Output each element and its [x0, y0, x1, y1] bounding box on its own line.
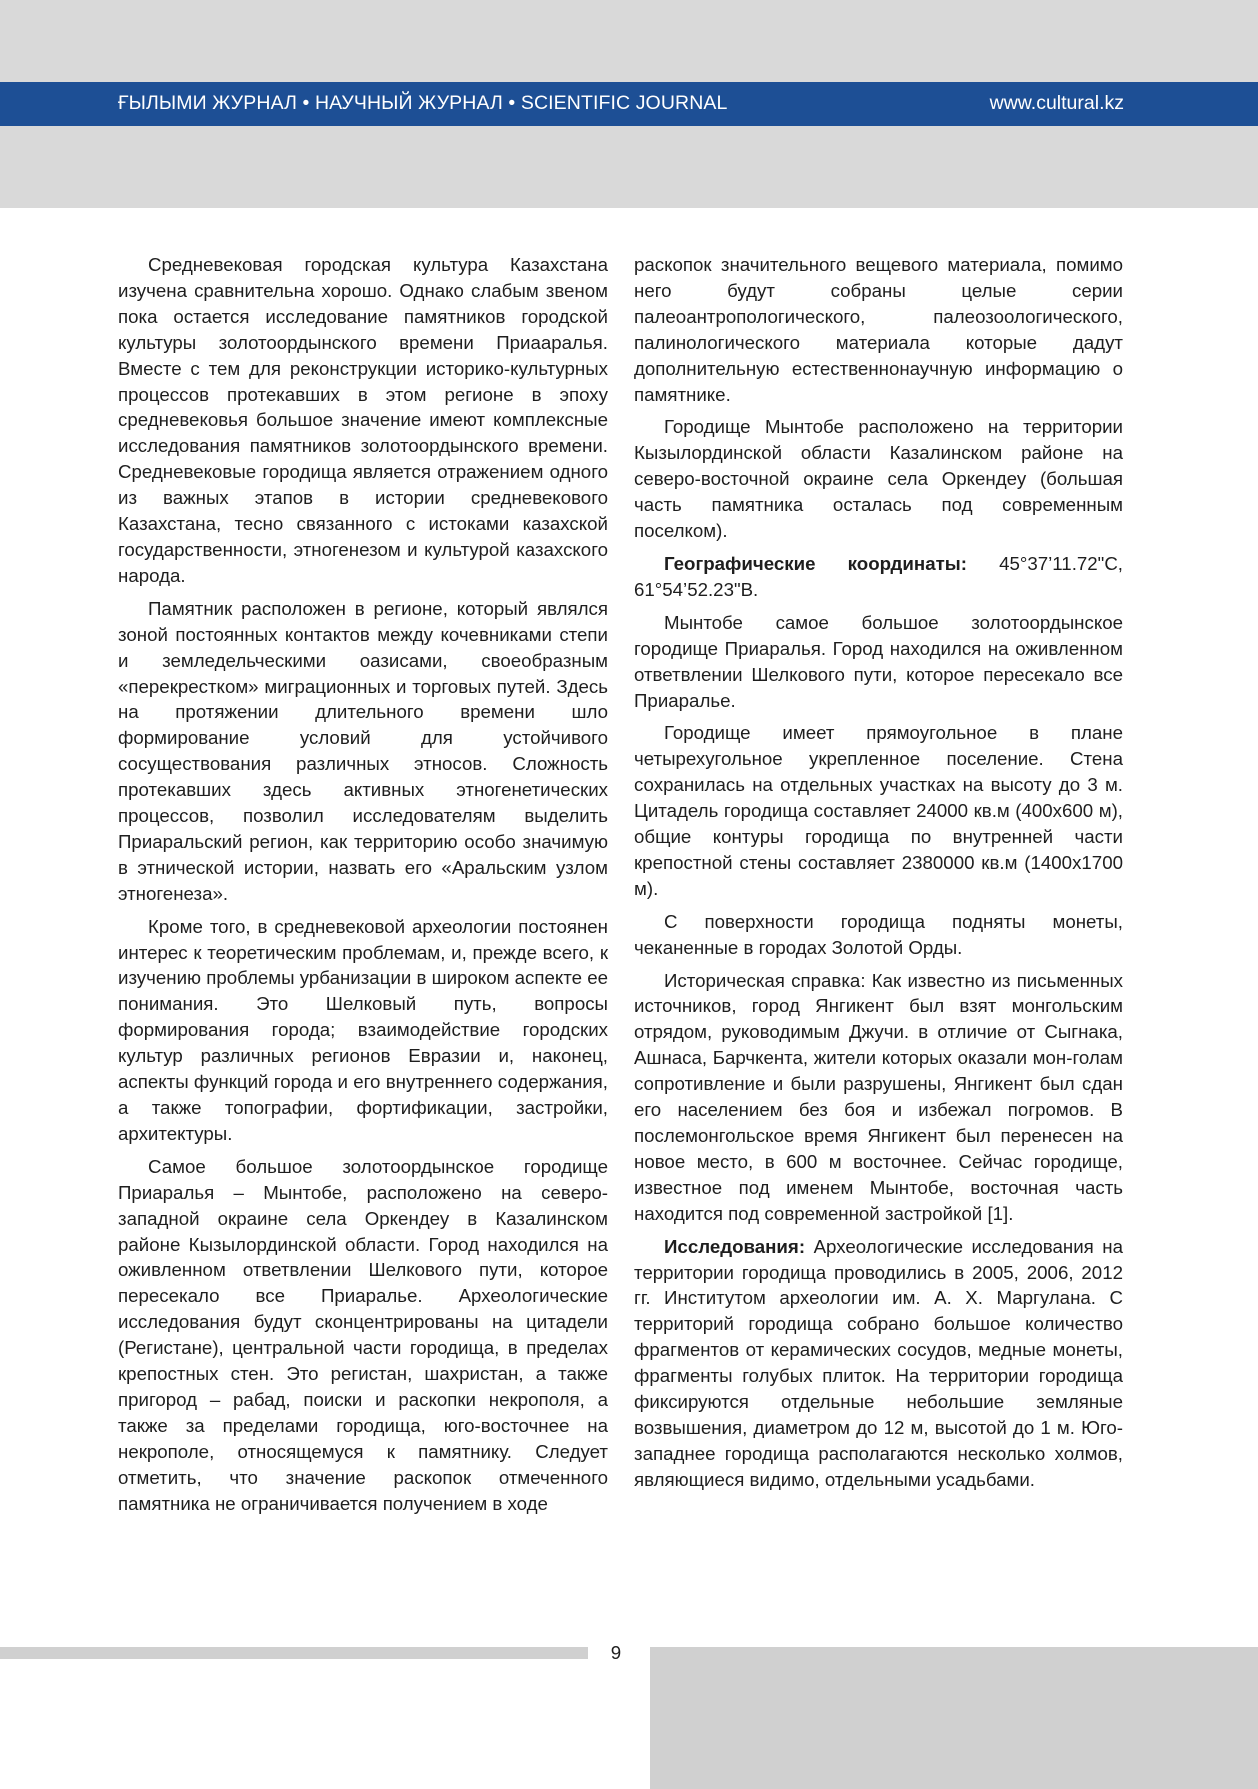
research-text: Археологические исследования на территории городища проводились в 2005, 2006, 2012 гг. Институтом археологии им. А. Х. Маргулана. С территорий городища собрано большое количество фрагментов от керамических сосудов, медные монеты, фрагменты голубых плиток. На территории городища фиксируются отдельные небольшие земляные возвышения, диаметром до 12 м, высотой до 1 м. Юго-западнее городища располагаются несколько холмов, являющиеся видимо, отдельными усадьбами. [634, 1235, 1123, 1490]
footer-grey-block-right [650, 1647, 1258, 1789]
research-label: Исследования: [664, 1235, 806, 1257]
journal-titles: ҒЫЛЫМИ ЖУРНАЛ • НАУЧНЫЙ ЖУРНАЛ • SCIENTIFIC JOURNAL [118, 92, 728, 114]
top-grey-band [0, 0, 1258, 82]
research-paragraph [634, 1234, 1123, 1493]
paragraph: Памятник расположен в регионе, который являлся зоной постоянных контактов между кочевниками степи и земледельческими оазисами, своеобразным «перекрестком» миграционных и торговых путей. Здесь на протяжении длительного времени шло формирование условий для устойчивого сосуществования различных этносов. Сложность протекавших здесь активных этногенетических процессов, позволил исследователям выделить Приаральский регион, как территорию особо значимую в этнической истории, назвать его «Аральским узлом этногенеза». [118, 597, 608, 904]
left-column [118, 252, 608, 1524]
coordinates-paragraph [634, 551, 1123, 603]
journal-website: www.cultural.kz [989, 92, 1124, 114]
paragraph: Самое большое золотоордынское городище Приаралья – Мынтобе, расположено на северо-западной окраине села Оркендеу в Казалинском районе Кызылординской области. Город находился на оживленном ответвлении Шелкового пути, которое пересекало все Приаралье. Археологические исследования будут сконцентрированы на цитадели (Регистане), центральной части городища, в пределах крепостных стен. Это регистан, шахристан, а также пригород – рабад, поиски и раскопки некрополя, а также за пределами городища, юго-восточнее на некрополе, относящемуся к памятнику. Следует отметить, что значение раскопок отмеченного памятника не ограничивается получением в ходе [118, 1155, 608, 1514]
paragraph: Мынтобе самое большое золотоордынское городище Приаралья. Город находился на оживленном ответвлении Шелкового пути, которое пересекало все Приаралье. [634, 611, 1123, 711]
paragraph: Городище имеет прямоугольное в плане четырехугольное укрепленное поселение. Стена сохранилась на отдельных участках на высоту до 3 м. Цитадель городища составляет 24000 кв.м (400х600 м), общие контуры городища по внутренней части крепостной стены составляет 2380000 кв.м (1400х1700 м). [634, 722, 1123, 899]
coordinates-label: Географические координаты: [664, 552, 967, 574]
right-column [634, 252, 1123, 1500]
journal-header-banner [0, 82, 1258, 126]
page-number: 9 [610, 1642, 622, 1663]
footer-grey-bar-left [0, 1647, 588, 1659]
paragraph: Средневековая городская культура Казахстана изучена сравнительна хорошо. Однако слабым звеном пока остается исследование памятников городской культуры золотоордынского времени Приааралья. Вместе с тем для реконструкции историко-культурных процессов протекавших в этом регионе в эпоху средневековья большое значение имеют комплексные исследования памятников золотоордынского времени. Средневековые городища является отражением одного из важных этапов в истории средневекового Казахстана, тесно связанного с истоками казахской государственности, этногенезом и культурой казахского народа. [118, 254, 608, 586]
paragraph: Кроме того, в средневековой археологии постоянен интерес к теоретическим проблемам, и, прежде всего, к изучению проблемы урбанизации в широком аспекте ее понимания. Это Шелковый путь, вопросы формирования города; взаимодействие городских культур различных регионов Евразии и, наконец, аспекты функций города и его внутреннего содержания, а также топографии, фортификации, застройки, архитектуры. [118, 915, 608, 1144]
header-grey-band [0, 126, 1258, 208]
paragraph: С поверхности городища подняты монеты, чеканенные в городах Золотой Орды. [634, 910, 1123, 958]
coordinates-value: 45°37’11.72"С, 61°54’52.23"В. [634, 552, 1124, 600]
paragraph: Городище Мынтобе расположено на территории Кызылординской области Казалинском районе на северо-восточной окраине села Оркендеу (большая часть памятника осталась под современным поселком). [634, 416, 1123, 542]
paragraph: Историческая справка: Как известно из письменных источников, город Янгикент был взят монгольским отрядом, руководимым Джучи. в отличие от Сыгнака, Ашнаса, Барчкента, жители которых оказали мон-голам сопротивление и были разрушены, Янгикент был сдан его населением без боя и избежал погромов. В послемонгольское время Янгикент был перенесен на новое место, в 600 м восточнее. Сейчас городище, известное под именем Мынтобе, восточная часть находится под современной застройкой [1]. [634, 969, 1123, 1224]
paragraph: раскопок значительного вещевого материала, помимо него будут собраны целые серии палеоантропологического, палеозоологического, палинологического материала которые дадут дополнительную естественнонаучную информацию о памятнике. [634, 254, 1123, 405]
